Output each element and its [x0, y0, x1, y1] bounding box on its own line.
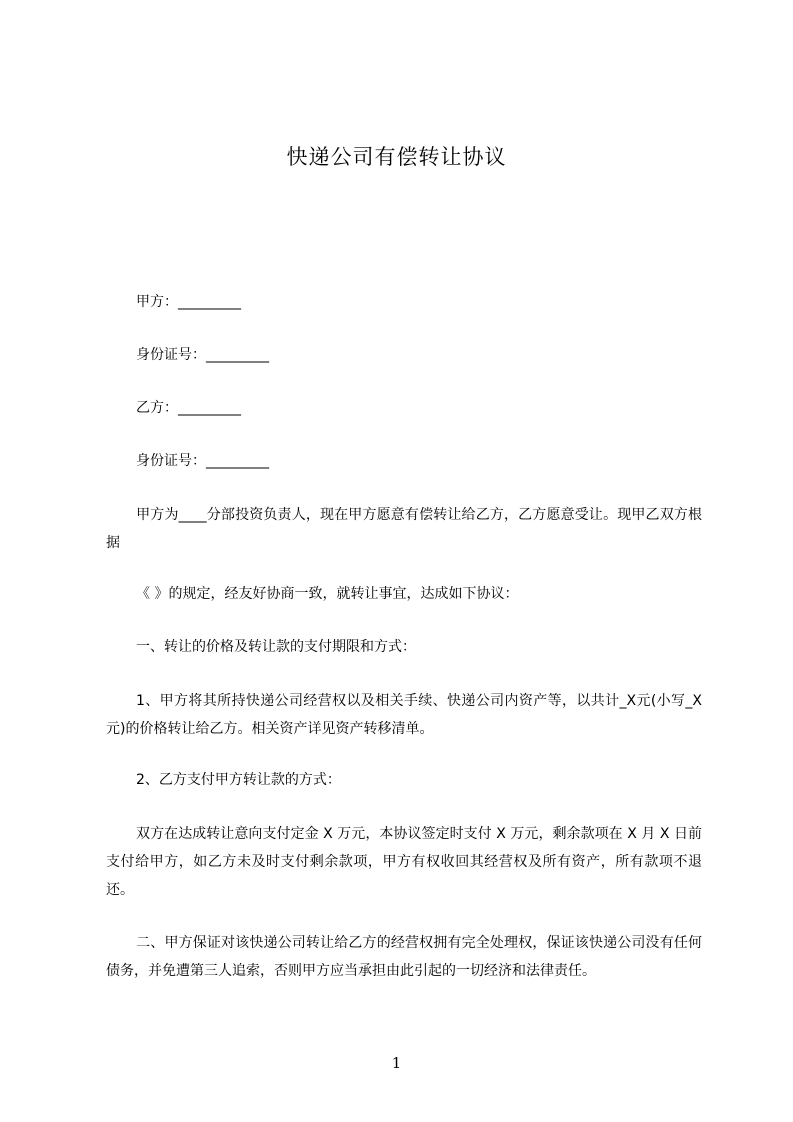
party-a-id-field: 身份证号：_________ — [136, 347, 269, 363]
party-a-field: 甲方：_________ — [136, 294, 241, 310]
page-number: 1 — [391, 1054, 402, 1072]
section-1-heading: 一、转让的价格及转让款的支付期限和方式： — [136, 639, 416, 655]
clause-1-2-body — [106, 820, 702, 904]
clause-1-2-heading: 2、乙方支付甲方转让款的方式： — [136, 772, 341, 788]
party-b-id-field: 身份证号：_________ — [136, 453, 269, 469]
intro-paragraph-text: 甲方为____分部投资负责人，现在甲方愿意有偿转让给乙方，乙方愿意受让。现甲乙双方根据 — [106, 507, 702, 551]
clause-1-2-body-text: 双方在达成转让意向支付定金 X 万元，本协议签定时支付 X 万元，剩余款项在 X 月 X 日前支付给甲方，如乙方未及时支付剩余款项，甲方有权收回其经营权及所有资产，所有款项不退还。 — [106, 826, 702, 898]
section-2-text: 二、甲方保证对该快递公司转让给乙方的经营权拥有完全处理权，保证该快递公司没有任何债务，并免遭第三人追索，否则甲方应当承担由此引起的一切经济和法律责任。 — [106, 935, 702, 979]
basis-line: 《 》的规定，经友好协商一致，就转让事宜，达成如下协议： — [136, 586, 519, 602]
section-2-paragraph — [106, 929, 702, 985]
document-title: 快递公司有偿转让协议 — [286, 145, 507, 169]
party-b-field: 乙方：_________ — [136, 400, 241, 416]
clause-1-1 — [106, 687, 702, 743]
intro-paragraph — [106, 501, 702, 557]
clause-1-1-text: 1、甲方将其所持快递公司经营权以及相关手续、快递公司内资产等，以共计_X元(小写_X元)的价格转让给乙方。相关资产详见资产转移清单。 — [106, 693, 702, 737]
